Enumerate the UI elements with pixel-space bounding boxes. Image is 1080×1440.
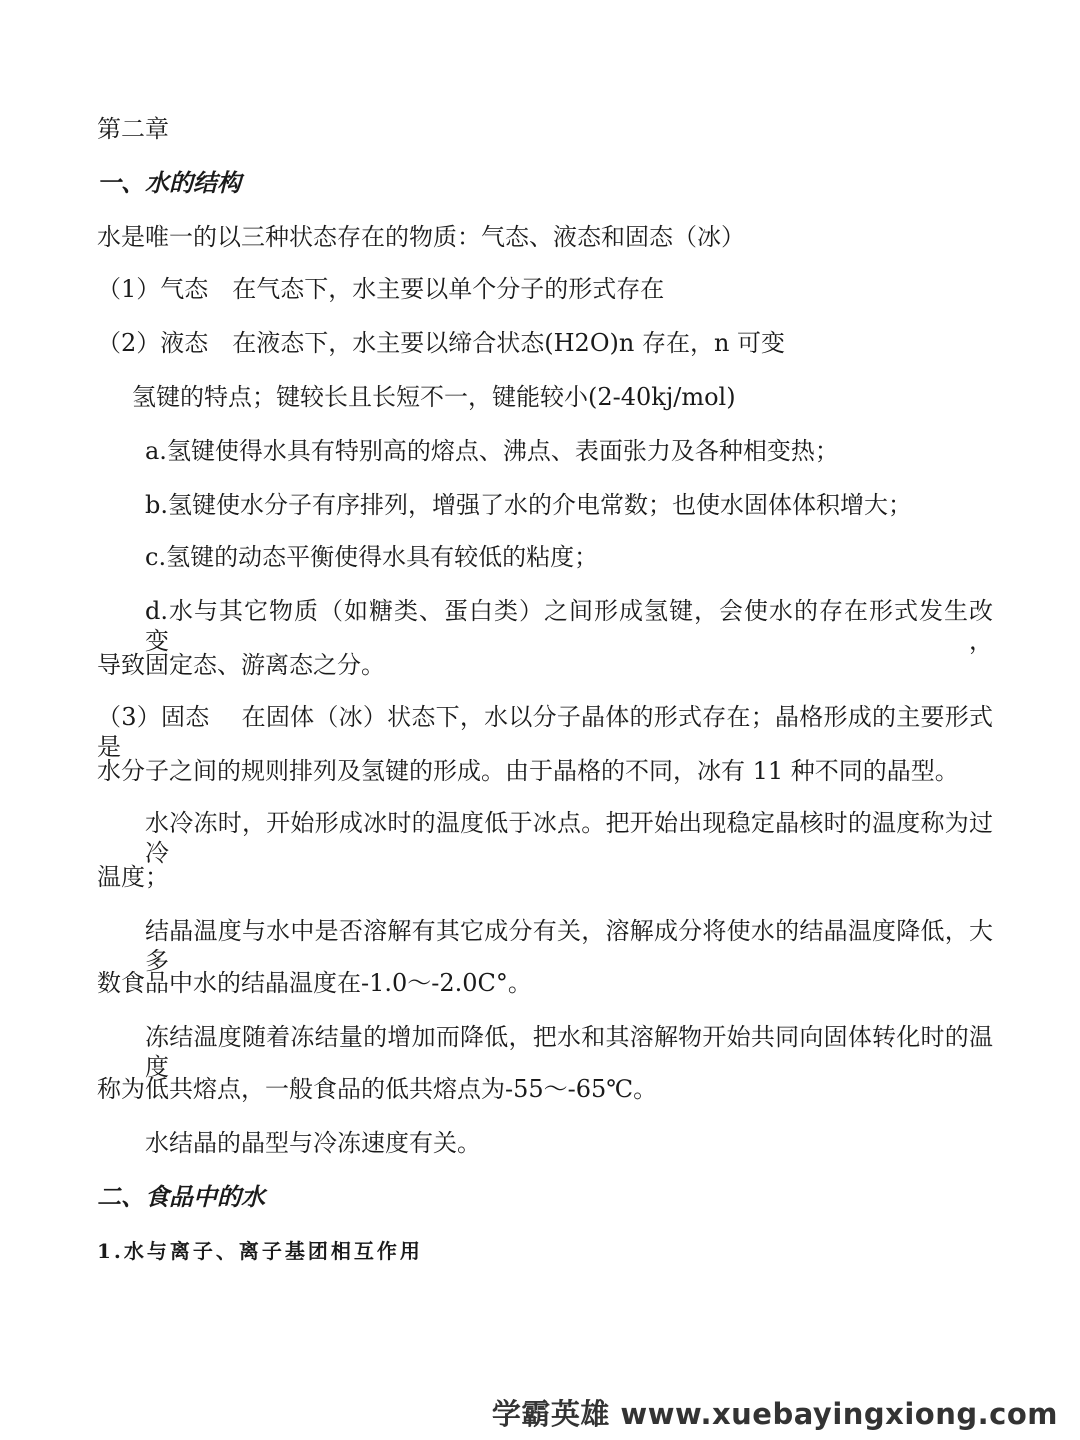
crystal-type-paragraph: 水结晶的晶型与冷冻速度有关。: [145, 1129, 481, 1157]
point-d-line-1: d.水与其它物质（如糖类、蛋白类）之间形成氢键，会使水的存在形式发生改变，: [145, 597, 993, 655]
point-a: a.氢键使得水具有特别高的熔点、沸点、表面张力及各种相变热；: [145, 437, 839, 465]
chapter-title: 第二章: [97, 115, 169, 143]
crystal-temperature-line-2: 数食品中水的结晶温度在-1.0～-2.0C°。: [97, 969, 532, 997]
subsection-heading-ion-interaction: 1.水与离子、离子基团相互作用: [97, 1239, 423, 1263]
point-b: b.氢键使水分子有序排列，增强了水的介电常数；也使水固体体积增大；: [145, 491, 912, 519]
eutectic-line-2: 称为低共熔点，一般食品的低共熔点为-55～-65℃。: [97, 1075, 658, 1103]
supercooling-line-1: 水冷冻时，开始形成冰时的温度低于冰点。把开始出现稳定晶核时的温度称为过冷: [145, 809, 993, 867]
supercooling-line-2: 温度；: [97, 863, 169, 891]
eutectic-line-1: 冻结温度随着冻结量的增加而降低，把水和其溶解物开始共同向固体转化时的温度: [145, 1023, 993, 1081]
section-heading-water-in-food: 二、食品中的水: [97, 1182, 265, 1211]
point-d-line-2: 导致固定态、游离态之分。: [97, 651, 385, 679]
solid-state-line-1: （3）固态 在固体（冰）状态下，水以分子晶体的形式存在；晶格形成的主要形式是: [97, 703, 993, 761]
watermark-footer: 学霸英雄 www.xuebayingxiong.com: [491, 1397, 1058, 1431]
crystal-temperature-line-1: 结晶温度与水中是否溶解有其它成分有关，溶解成分将使水的结晶温度降低，大多: [145, 917, 993, 975]
gas-state-paragraph: （1）气态 在气态下，水主要以单个分子的形式存在: [97, 275, 665, 303]
point-c: c.氢键的动态平衡使得水具有较低的粘度；: [145, 543, 599, 571]
hydrogen-bond-features: 氢键的特点；键较长且长短不一，键能较小(2-40kj/mol): [132, 383, 736, 411]
liquid-state-paragraph: （2）液态 在液态下，水主要以缔合状态(H2O)n 存在，n 可变: [97, 329, 786, 357]
solid-state-line-2: 水分子之间的规则排列及氢键的形成。由于晶格的不同，冰有 11 种不同的晶型。: [97, 757, 959, 785]
intro-paragraph: 水是唯一的以三种状态存在的物质：气态、液态和固态（冰）: [97, 223, 745, 251]
section-heading-water-structure: 一、水的结构: [97, 168, 241, 197]
